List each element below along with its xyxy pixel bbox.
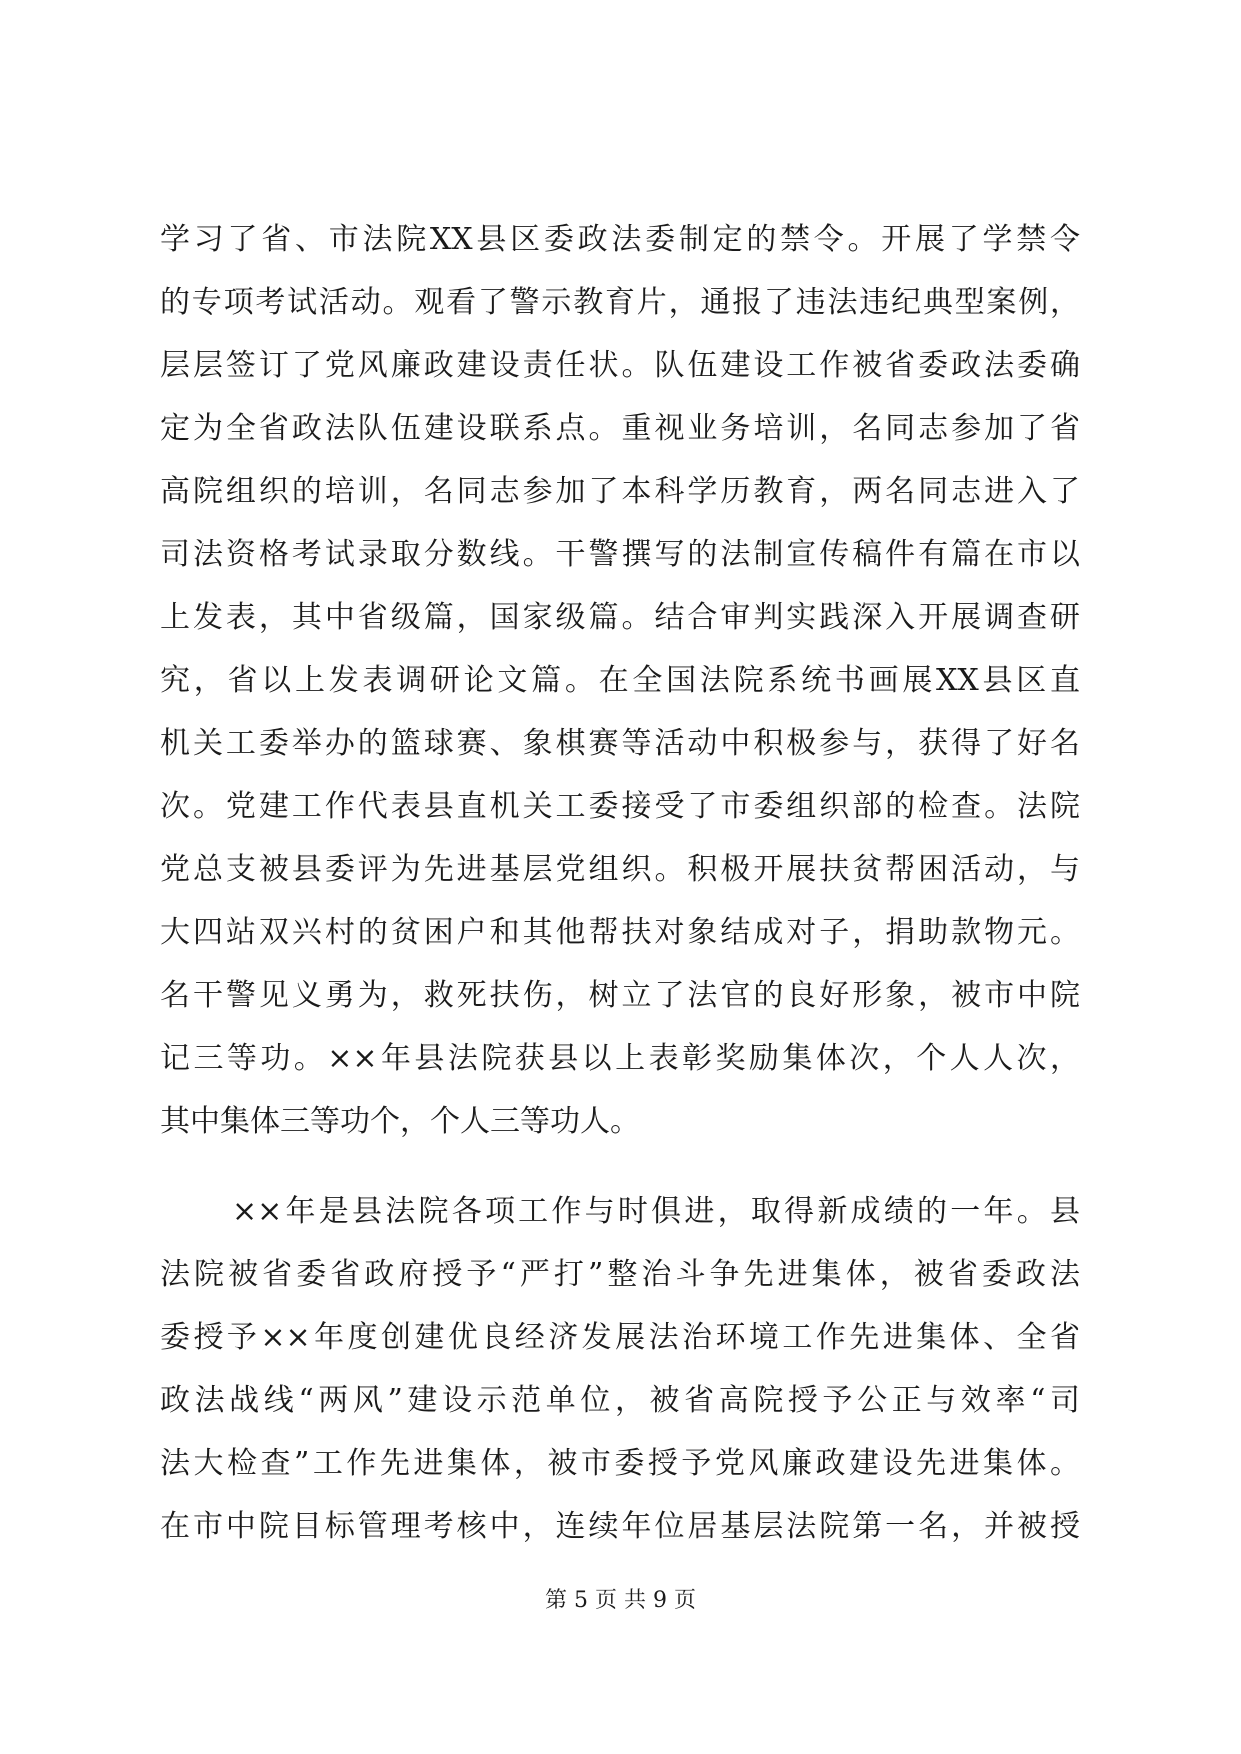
text-line: 机关工委举办的篮球赛、象棋赛等活动中积极参与，获得了好名 (160, 726, 1080, 761)
text-line: 政法战线“两风”建设示范单位，被省高院授予公正与效率“司 (160, 1383, 1080, 1418)
text-line: 层层签订了党风廉政建设责任状。队伍建设工作被省委政法委确 (160, 348, 1080, 383)
paragraph-first-line: ××年是县法院各项工作与时俱进，取得新成绩的一年。县 (232, 1194, 1080, 1229)
text-line: 记三等功。××年县法院获县以上表彰奖励集体次，个人人次， (160, 1041, 1080, 1076)
text-line: 学习了省、市法院XX县区委政法委制定的禁令。开展了学禁令 (160, 222, 1080, 257)
text-line: 究，省以上发表调研论文篇。在全国法院系统书画展XX县区直 (160, 663, 1080, 698)
text-line: 法院被省委省政府授予“严打”整治斗争先进集体，被省委政法 (160, 1257, 1080, 1292)
text-line: 党总支被县委评为先进基层党组织。积极开展扶贫帮困活动，与 (160, 852, 1080, 887)
text-line: 的专项考试活动。观看了警示教育片，通报了违法违纪典型案例， (160, 285, 1080, 320)
text-line: 上发表，其中省级篇，国家级篇。结合审判实践深入开展调查研 (160, 600, 1080, 635)
text-line: 委授予××年度创建优良经济发展法治环境工作先进集体、全省 (160, 1320, 1080, 1355)
text-line: 在市中院目标管理考核中，连续年位居基层法院第一名，并被授 (160, 1509, 1080, 1544)
text-line: 司法资格考试录取分数线。干警撰写的法制宣传稿件有篇在市以 (160, 537, 1080, 572)
text-line: 法大检查”工作先进集体，被市委授予党风廉政建设先进集体。 (160, 1446, 1080, 1481)
text-line: 高院组织的培训，名同志参加了本科学历教育，两名同志进入了 (160, 474, 1080, 509)
text-line: 次。党建工作代表县直机关工委接受了市委组织部的检查。法院 (160, 789, 1080, 824)
text-line: 其中集体三等功个，个人三等功人。 (160, 1104, 640, 1139)
text-line: 名干警见义勇为，救死扶伤，树立了法官的良好形象，被市中院 (160, 978, 1080, 1013)
text-line: 大四站双兴村的贫困户和其他帮扶对象结成对子，捐助款物元。 (160, 915, 1080, 950)
page-number-footer: 第 5 页 共 9 页 (545, 1588, 696, 1613)
text-line: 定为全省政法队伍建设联系点。重视业务培训，名同志参加了省 (160, 411, 1080, 446)
